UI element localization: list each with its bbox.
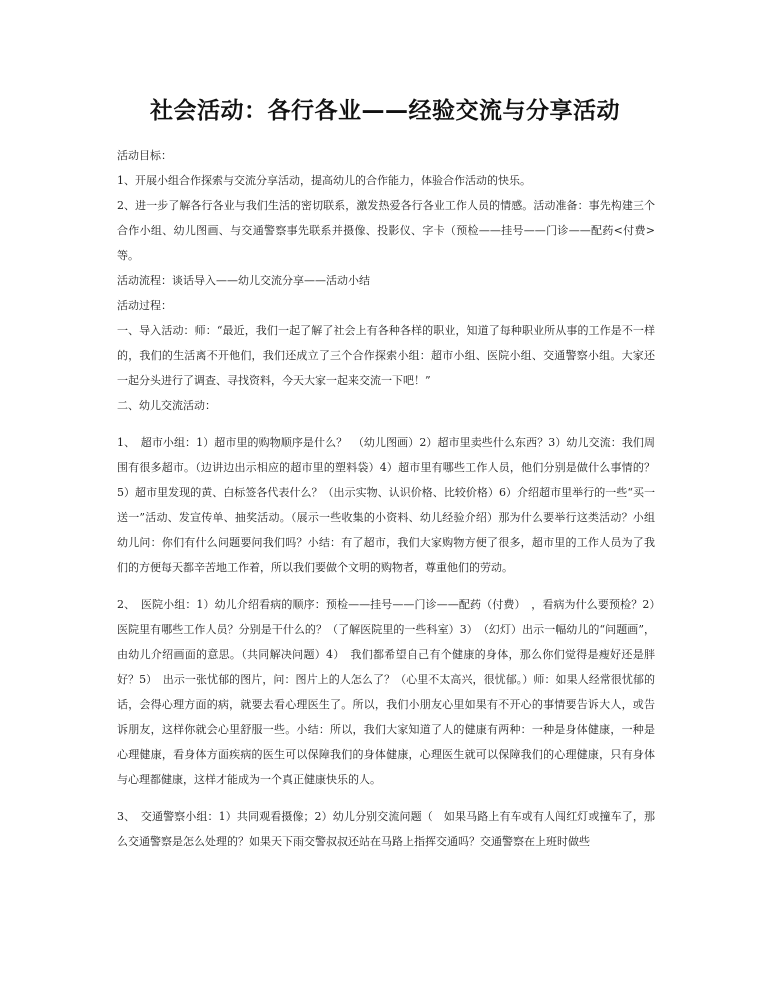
paragraph-intro-activity: 一、导入活动：师：“最近，我们一起了解了社会上有各种各样的职业，知道了每种职业所从事的工作是不一样的，我们的生活离不开他们，我们还成立了三个合作探索小组：超市小组、医院小组、交通警察小组。大家还一起分头进行了调查、寻找资料，今天大家一起来交流一下吧！”	[117, 324, 655, 387]
paragraph-process-heading: 活动过程：	[117, 299, 172, 312]
paragraph-goal-heading: 活动目标：	[117, 149, 172, 162]
paragraph-hospital-group: 2、 医院小组：1）幼儿介绍看病的顺序：预检——挂号——门诊——配药（付费） ，看病为什么要预检？2） 医院里有哪些工作人员？分别是干什么的？（了解医院里的一些科室）3） （幻灯）出示一幅幼儿的“问题画”，由幼儿介绍画面的意思。（共同解决问题）4） 我们都希望自己有个健康的身体，那么你们觉得是瘦好还是胖好？5） 出示一张忧郁的图片，问：图片上的人怎么了？（心里不太高兴，很忧郁。）师：如果人经常很忧郁的话，会得心理方面的病，就要去看心理医生了。所以，我们小朋友心里如果有不开心的事情要告诉大人，或告诉朋友，这样你就会心里舒服一些。小结：所以，我们大家知道了人的健康有两种：一种是身体健康，一种是心理健康，看身体方面疾病的医生可以保障我们的身体健康，心理医生就可以保障我们的心理健康，只有身体与心理都健康，这样才能成为一个真正健康快乐的人。	[117, 598, 666, 786]
paragraph-supermarket-group: 1、 超市小组：1）超市里的购物顺序是什么？ （幼儿图画）2）超市里卖些什么东西？3）幼儿交流：我们周围有很多超市。（边讲边出示相应的超市里的塑料袋）4）超市里有哪些工作人员，他们分别是做什么事情的？5）超市里发现的黄、白标签各代表什么？（出示实物、认识价格、比较价格）6）介绍超市里举行的一些“买一送一”活动、发宣传单、抽奖活动。（展示一些收集的小资料、幼儿经验介绍）那为什么要举行这类活动？小组幼儿问：你们有什么问题要问我们吗？小结：有了超市，我们大家购物方便了很多，超市里的工作人员为了我们的方便每天都辛苦地工作着，所以我们要做个文明的购物者，尊重他们的劳动。	[117, 436, 655, 574]
paragraph-goal-2-and-preparation: 2、进一步了解各行各业与我们生活的密切联系，激发热爱各行各业工作人员的情感。活动准备：事先构建三个合作小组、幼儿图画、与交通警察事先联系并摄像、投影仪、字卡（预检——挂号——门诊——配药<付费>等。	[117, 199, 655, 262]
document-title: 社会活动：各行各业——经验交流与分享活动	[150, 98, 620, 124]
paragraph-exchange-heading: 二、幼儿交流活动：	[117, 399, 216, 412]
document-body	[117, 143, 666, 854]
paragraph-flow: 活动流程：谈话导入——幼儿交流分享——活动小结	[117, 274, 370, 287]
paragraph-goal-1: 1、开展小组合作探索与交流分享活动，提高幼儿的合作能力，体验合作活动的快乐。	[117, 174, 531, 187]
paragraph-traffic-police-group: 3、 交通警察小组：1）共同观看摄像；2）幼儿分别交流问题（ 如果马路上有车或有人闯红灯或撞车了，那么交通警察是怎么处理的？如果天下雨交警叔叔还站在马路上指挥交通吗？交通警察在上班时做些	[117, 810, 655, 848]
